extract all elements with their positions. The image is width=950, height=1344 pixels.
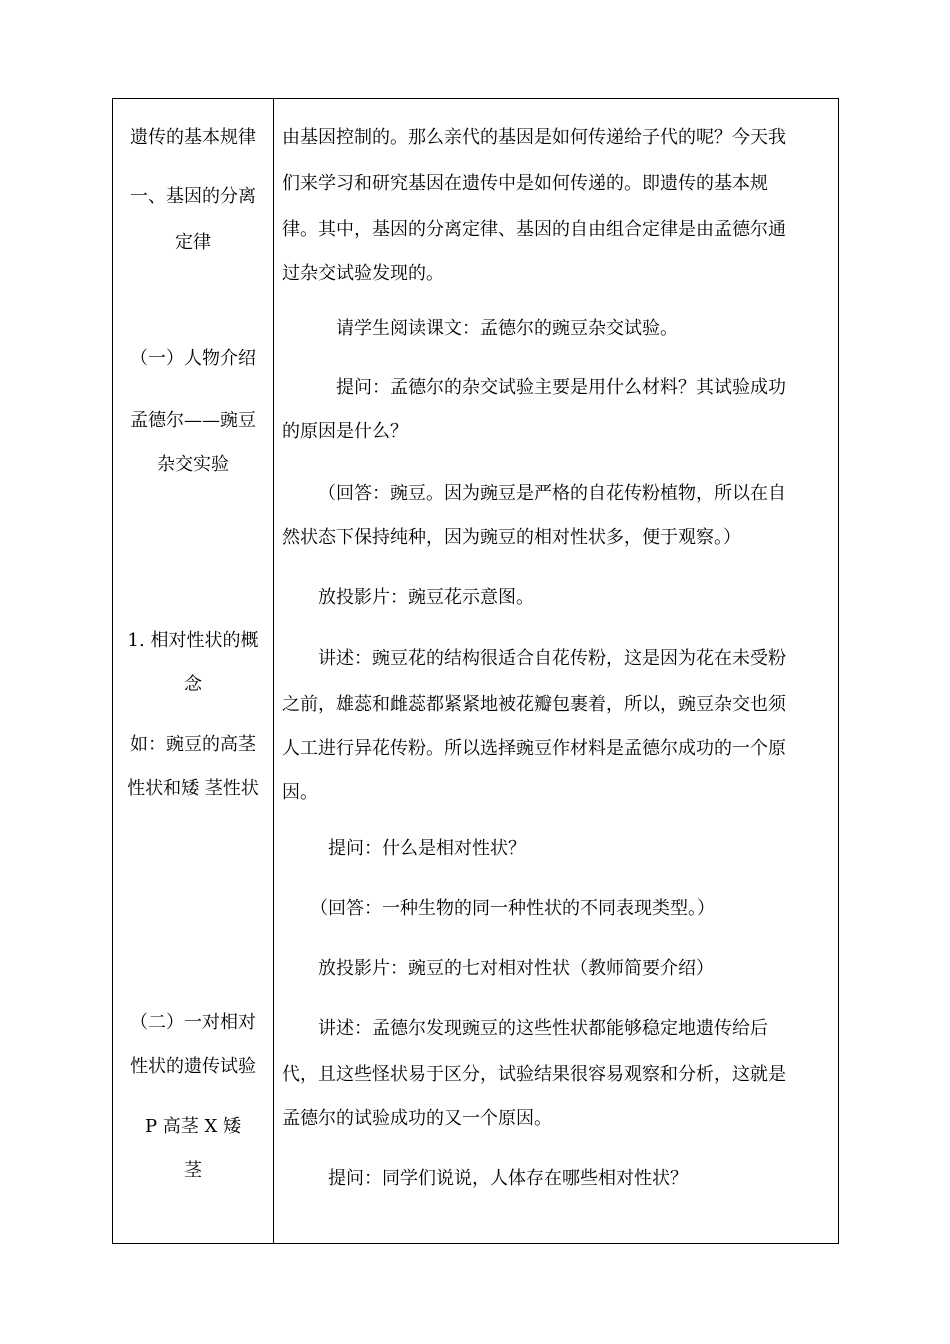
right-line: 请学生阅读课文：孟德尔的豌豆杂交试验。 [336,318,678,339]
column-divider [273,99,274,1243]
right-line: （回答：一种生物的同一种性状的不同表现类型。） [310,898,715,919]
right-line: 由基因控制的。那么亲代的基因是如何传递给子代的呢？今天我 [282,127,786,148]
right-line: 提问：什么是相对性状？ [328,838,526,859]
right-line: 放投影片：豌豆花示意图。 [318,587,534,608]
left-cross-notation-cont: 茎 [184,1160,202,1181]
right-line: 提问：孟德尔的杂交试验主要是用什么材料？其试验成功 [336,377,786,398]
right-line: 孟德尔的试验成功的又一个原因。 [282,1108,552,1129]
right-line: 们来学习和研究基因在遗传中是如何传递的。即遗传的基本规 [282,173,768,194]
left-subheading-relative-traits: 1. 相对性状的概 [127,630,259,651]
right-line: 律。其中，基因的分离定律、基因的自由组合定律是由孟德尔通 [282,219,786,240]
right-line: 提问：同学们说说，人体存在哪些相对性状？ [328,1168,688,1189]
left-cross-notation: P 高茎 X 矮 [144,1116,242,1137]
right-line: 过杂交试验发现的。 [282,263,444,284]
right-line: 因。 [282,782,318,803]
right-line: 之前，雄蕊和雌蕊都紧紧地被花瓣包裹着，所以，豌豆杂交也须 [282,694,786,715]
left-heading-genetics-laws: 遗传的基本规律 [130,127,256,148]
left-subheading-experiment-cont: 性状的遗传试验 [130,1056,256,1077]
right-line: 讲述：豌豆花的结构很适合自花传粉，这是因为花在未受粉 [318,648,786,669]
right-line: 的原因是什么？ [282,421,408,442]
right-line: 然状态下保持纯种，因为豌豆的相对性状多，便于观察。） [282,527,741,548]
right-line: （回答：豌豆。因为豌豆是严格的自花传粉植物，所以在自 [318,483,786,504]
left-subheading-person: （一）人物介绍 [130,348,256,369]
right-line: 讲述：孟德尔发现豌豆的这些性状都能够稳定地遗传给后 [318,1018,768,1039]
left-example-cont: 性状和矮 茎性状 [127,778,259,799]
right-line: 人工进行异花传粉。所以选择豌豆作材料是孟德尔成功的一个原 [282,738,786,759]
left-heading-segregation: 一、基因的分离 [130,186,256,207]
left-heading-segregation-cont: 定律 [175,232,211,253]
left-example: 如：豌豆的高茎 [130,734,256,755]
left-subheading-relative-traits-cont: 念 [184,674,202,695]
left-text-mendel-cont: 杂交实验 [157,454,229,475]
right-line: 代，且这些怪状易于区分，试验结果很容易观察和分析，这就是 [282,1064,786,1085]
right-line: 放投影片：豌豆的七对相对性状（教师简要介绍） [318,958,714,979]
left-subheading-experiment: （二）一对相对 [130,1012,256,1033]
left-text-mendel: 孟德尔——豌豆 [130,410,256,431]
lesson-table [112,98,839,1244]
